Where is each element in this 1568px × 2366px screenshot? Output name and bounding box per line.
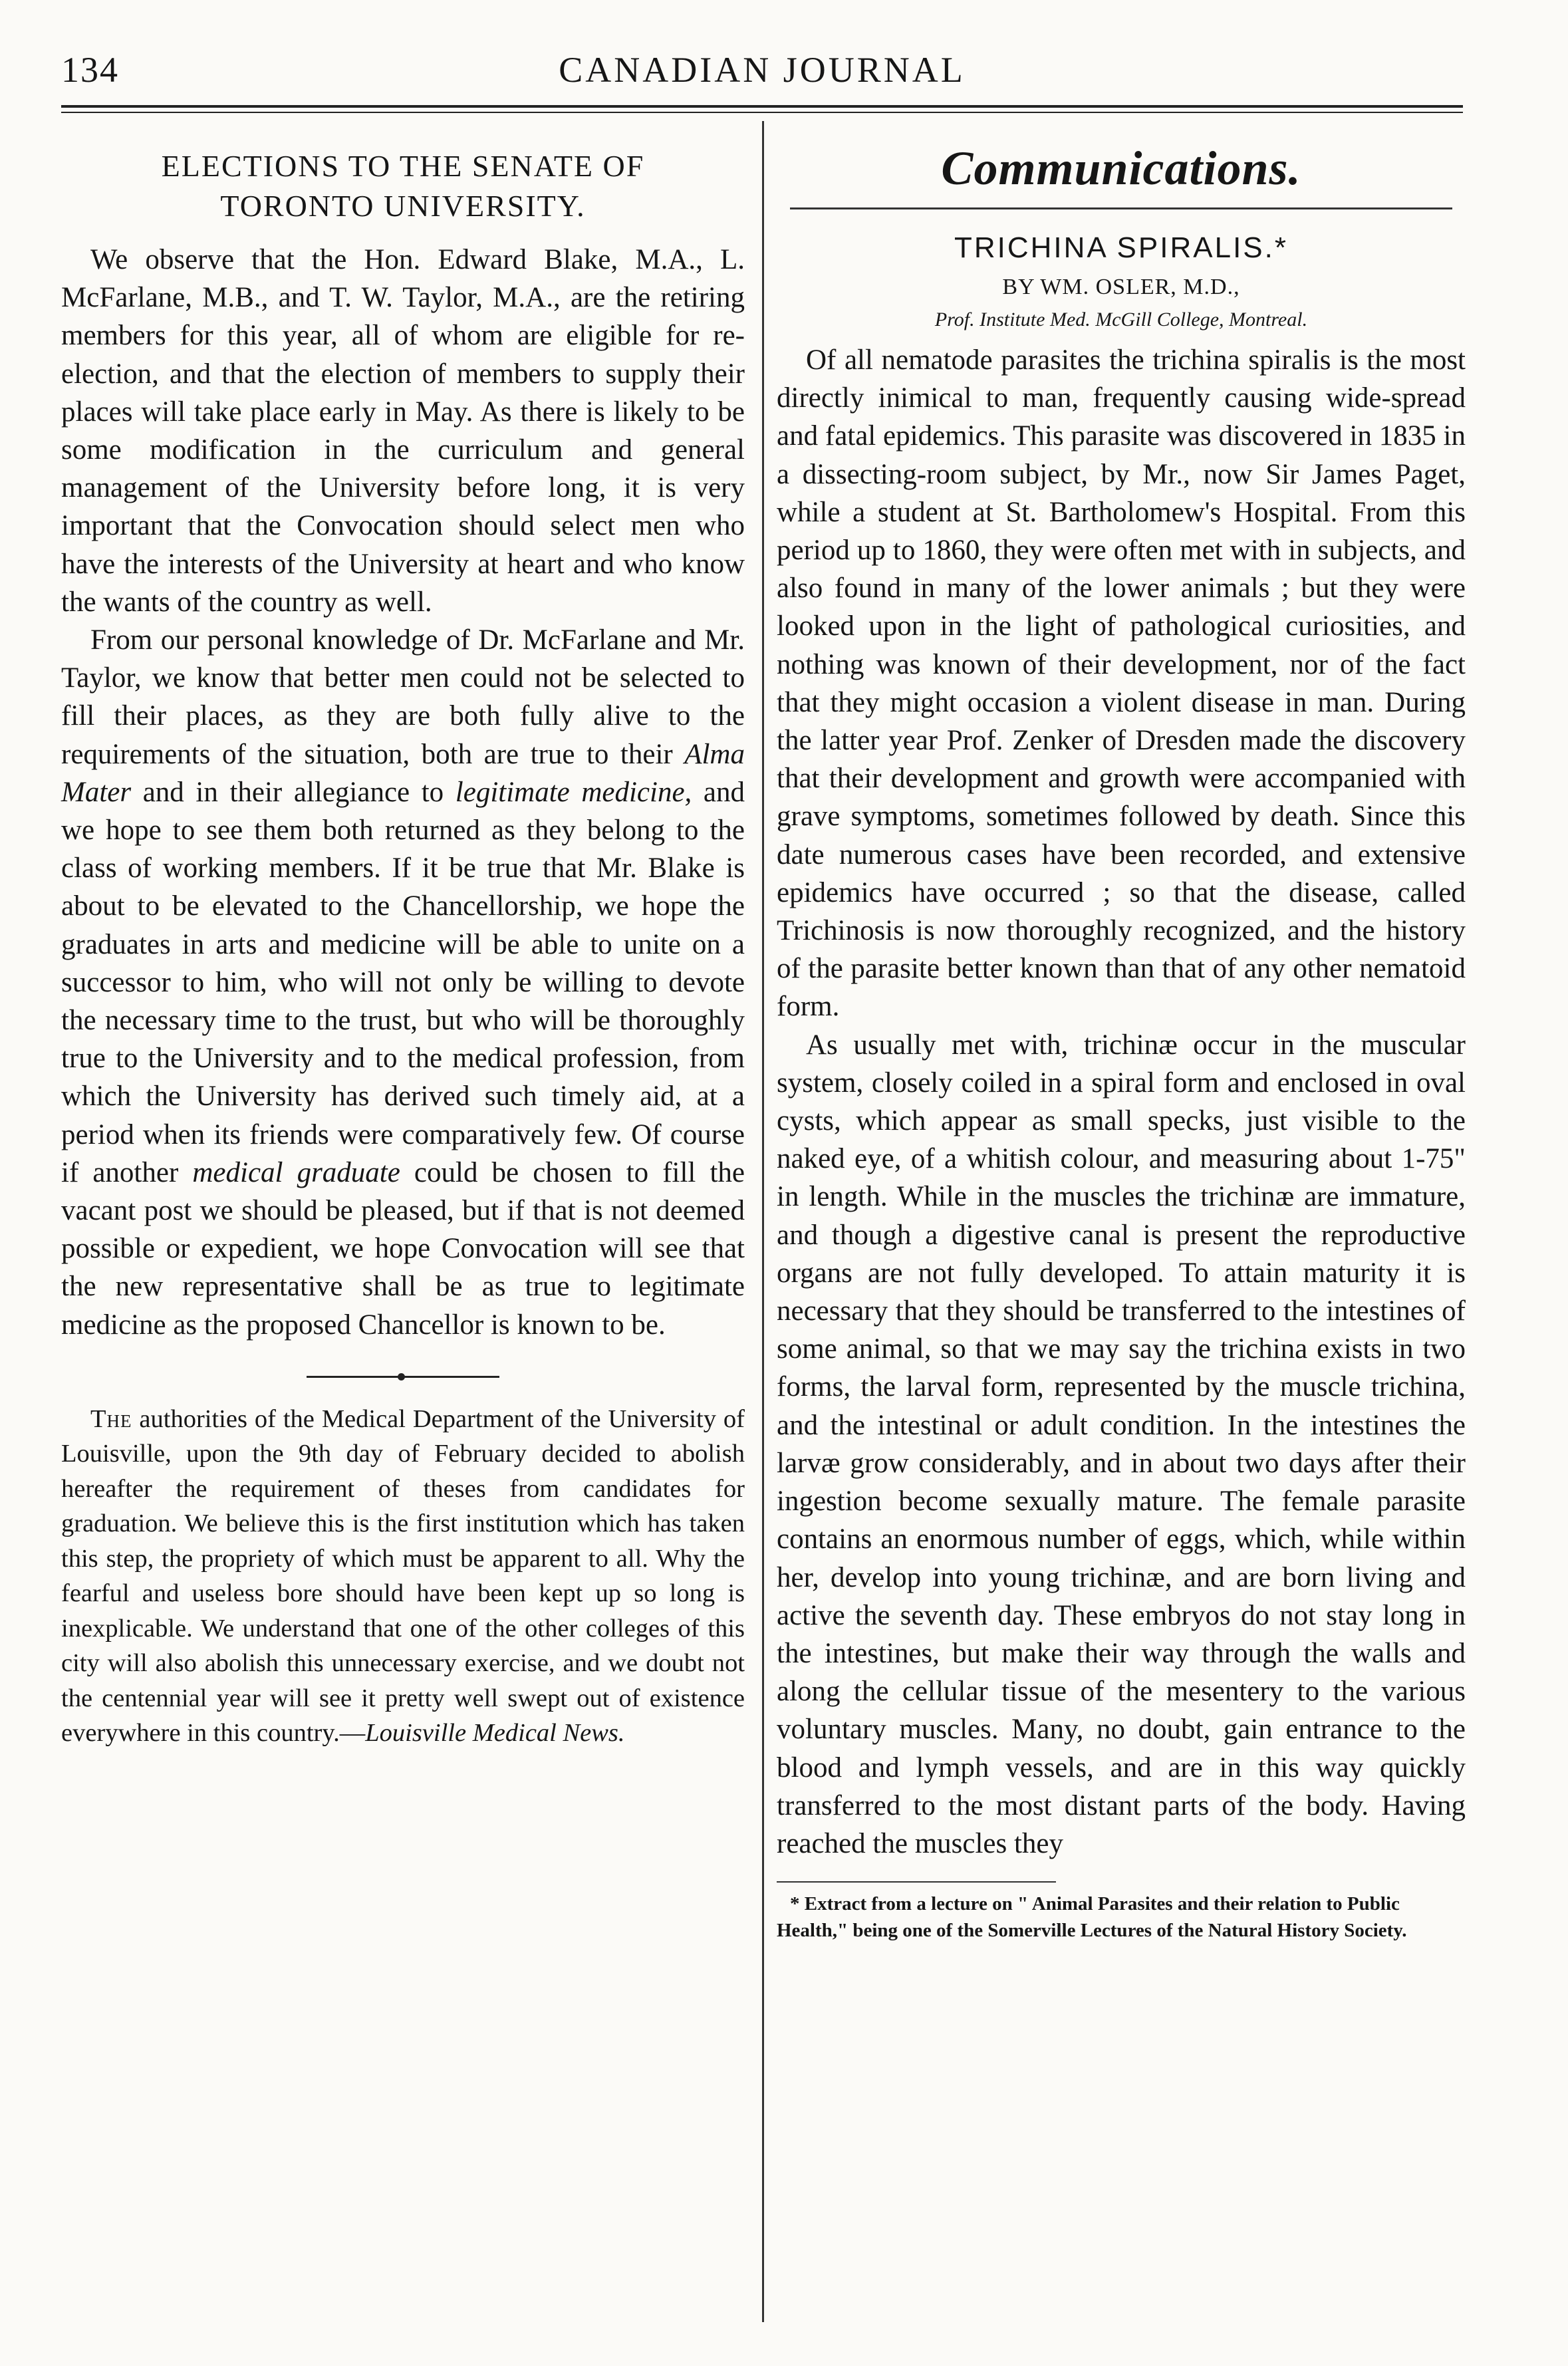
- senate-paragraph-2: [61, 621, 745, 1344]
- note-body: authorities of the Medical Department of the University of Louisville, upon the 9th day of February decided to abolish hereafter the requirement of theses from candidates for graduation. We believe this is the first institution which has taken this step, the propriety of which must be apparent to all. Why the fearful and useless bore should have been kept up so long is inexplicable. We understand that one of the other colleges of this city will also abolish this unnecessary exercise, and we doubt not the centennial year will see it pretty well swept out of existence everywhere in this country.—: [61, 1404, 745, 1748]
- trichina-paragraph-1: Of all nematode parasites the trichina spiralis is the most directly inimical to man, frequently causing wide-spread and fatal epidemics. This parasite was discovered in 1835 in a dissecting-room subject, by Mr., now Sir James Paget, while a student at St. Bartholomew's Hospital. From this period up to 1860, they were often met with in subjects, and also found in many of the lower animals ; but they were looked upon in the light of pathological curiosities, and nothing was known of their development, nor of the fact that they might occasion a violent disease in man. During the latter year Prof. Zenker of Dresden made the discovery that their development and growth were accompanied with grave symptoms, sometimes followed by death. Since this date numerous cases have been recorded, and extensive epidemics have occurred ; so that the disease, called Trichinosis is now thoroughly recognized, and the history of the parasite better known than that of any other nematoid form.: [777, 344, 1466, 1023]
- senate-paragraph-1: We observe that the Hon. Edward Blake, M.A., L. McFarlane, M.B., and T. W. Taylor, M.A., are the retiring members for this year, all of whom are eligible for re-election, and that the election of members to supply their places will take place early in May. As there is likely to be some modification in the curriculum and general management of the University before long, it is very important that the Convocation should select men who have the interests of the University at heart and who know the wants of the country as well.: [61, 244, 745, 618]
- left-column: [61, 126, 745, 1751]
- section-separator: [307, 1376, 499, 1378]
- para2-text-1: From our personal knowledge of Dr. McFarlane and Mr. Taylor, we know that better men could not be selected to fill their places, as they are both fully alive to the requirements of the situation, both are true to their: [61, 624, 745, 770]
- footnote: * Extract from a lecture on " Animal Parasites and their relation to Public Health," being one of the Somerville Lectures of the Natural History Society.: [777, 1893, 1407, 1942]
- note-lead-word: The: [90, 1404, 132, 1433]
- para2-text-2: and in their allegiance to: [131, 776, 456, 808]
- para2-italic-legitimate-medicine: legitimate medicine,: [455, 776, 692, 808]
- footnote-rule: [777, 1881, 1056, 1883]
- senate-elections-heading: [61, 146, 745, 226]
- note-source: Louisville Medical News.: [365, 1719, 625, 1748]
- communications-rule: [790, 207, 1452, 209]
- author-affiliation: Prof. Institute Med. McGill College, Montreal.: [934, 309, 1308, 330]
- journal-title: CANADIAN JOURNAL: [559, 50, 966, 90]
- para2-text-3: and we hope to see them both returned as they belong to the class of working members. If it be true that Mr. Blake is about to be elevated to the Chancellorship, we hope the graduates in arts and medicine will be able to unite on a successor to him, who will not only be willing to devote the necessary time to the trust, but who will be thoroughly true to the University and to the medical profession, from which the University has derived such timely aid, at a period when its friends were comparatively few. Of course if another: [61, 776, 745, 1188]
- page-number: 134: [61, 50, 119, 90]
- running-header: [61, 44, 1463, 97]
- heading-line-1: ELECTIONS TO THE SENATE OF: [161, 149, 645, 183]
- para2-italic-alma-mater: Alma Mater: [61, 738, 745, 808]
- right-column: [777, 126, 1466, 1944]
- trichina-paragraph-2: As usually met with, trichinæ occur in the muscular system, closely coiled in a spiral form and enclosed in oval cysts, which appear as small specks, just visible to the naked eye, of a whitish colour, and measuring about 1-75" in length. While in the muscles the trichinæ are immature, and though a digestive canal is present the reproductive organs are not fully developed. To attain maturity it is necessary that they should be transferred to the intestines of some animal, so that we may say the trichina exists in two forms, the larval form, represented by the muscle trichina, and the intestinal or adult condition. In the intestines the larvæ grow considerably, and in about two days after their ingestion become sexually mature. The female parasite contains an enormous number of eggs, which, while within her, develop into young trichinæ, and are born living and active the seventh day. These embryos do not stay long in the intestines, but make their way through the walls and along the cellular tissue of the mesentery to the various voluntary muscles. Many, no doubt, gain entrance to the blood and lymph vessels, and are in this way quickly transferred to the most distant parts of the body. Having reached the muscles they: [777, 1029, 1466, 1859]
- communications-heading: Communications.: [941, 142, 1301, 195]
- louisville-note: [61, 1402, 745, 1751]
- article-title: TRICHINA SPIRALIS.*: [954, 231, 1288, 264]
- header-rule-top: [61, 105, 1463, 108]
- para2-text-4: could be chosen to fill the vacant post we should be pleased, but if that is not deemed possible or expedient, we hope Convocation will see that the new representative shall be as true to legitimate medicine as the proposed Chancellor is known to be.: [61, 1156, 745, 1341]
- para2-italic-medical-graduate: medical graduate: [192, 1156, 400, 1188]
- heading-line-2: TORONTO UNIVERSITY.: [220, 189, 586, 223]
- header-rule-bottom: [61, 112, 1463, 113]
- author-byline: BY WM. OSLER, M.D.,: [1002, 275, 1240, 299]
- column-divider: [762, 121, 764, 2322]
